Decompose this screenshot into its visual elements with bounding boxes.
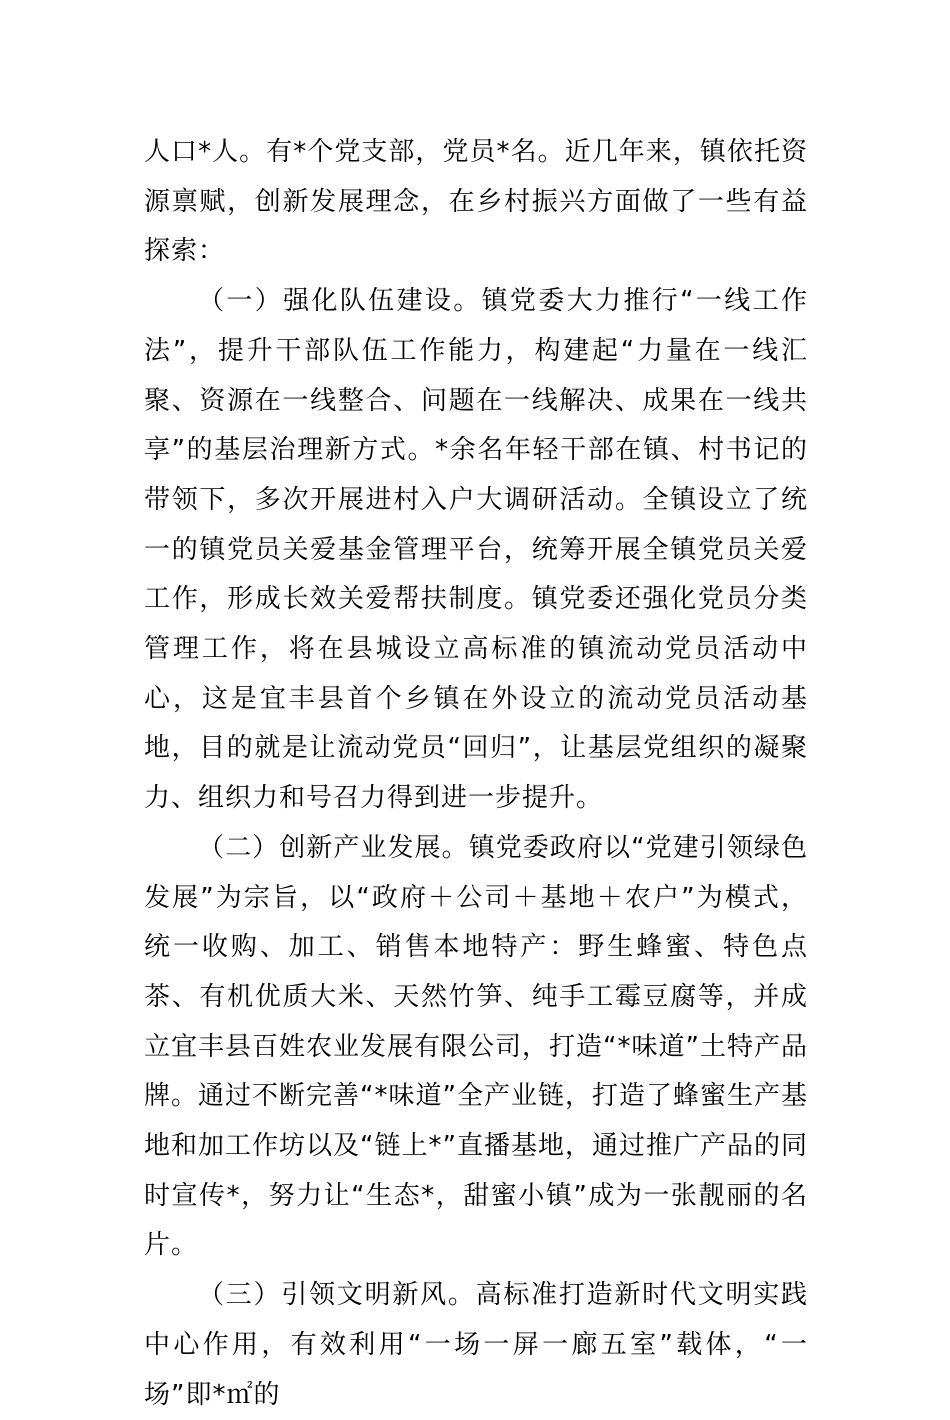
paragraph-industry-development: （二）创新产业发展。镇党委政府以“党建引领绿色发展”为宗旨，以“政府＋公司＋基地＋农户”为模式，统一收购、加工、销售本地特产：野生蜂蜜、特色点茶、有机优质大米、天然竹笋、纯手工霉豆腐等，并成立宜丰县百姓农业发展有限公司，打造“*味道”土特产品牌。通过不断完善“*味道”全产业链，打造了蜂蜜生产基地和加工作坊以及“链上*”直播基地，通过推广产品的同时宣传*，努力让“生态*，甜蜜小镇”成为一张靓丽的名片。: [144, 832, 808, 1261]
paragraph-intro: 人口*人。有*个党支部，党员*名。近几年来，镇依托资源禀赋，创新发展理念，在乡村振兴方面做了一些有益探索：: [144, 137, 808, 267]
paragraph-civilization: （三）引领文明新风。高标准打造新时代文明实践中心作用，有效利用“一场一屏一廊五室”载体，“一场”即*㎡的: [144, 1280, 808, 1410]
paragraph-team-building: （一）强化队伍建设。镇党委大力推行“一线工作法”，提升干部队伍工作能力，构建起“力量在一线汇聚、资源在一线整合、问题在一线解决、成果在一线共享”的基层治理新方式。*余名年轻干部在镇、村书记的带领下，多次开展进村入户大调研活动。全镇设立了统一的镇党员关爱基金管理平台，统筹开展全镇党员关爱工作，形成长效关爱帮扶制度。镇党委还强化党员分类管理工作，将在县城设立高标准的镇流动党员活动中心，这是宜丰县首个乡镇在外设立的流动党员活动基地，目的就是让流动党员“回归”，让基层党组织的凝聚力、组织力和号召力得到进一步提升。: [144, 286, 808, 814]
document-body: [144, 128, 808, 1420]
